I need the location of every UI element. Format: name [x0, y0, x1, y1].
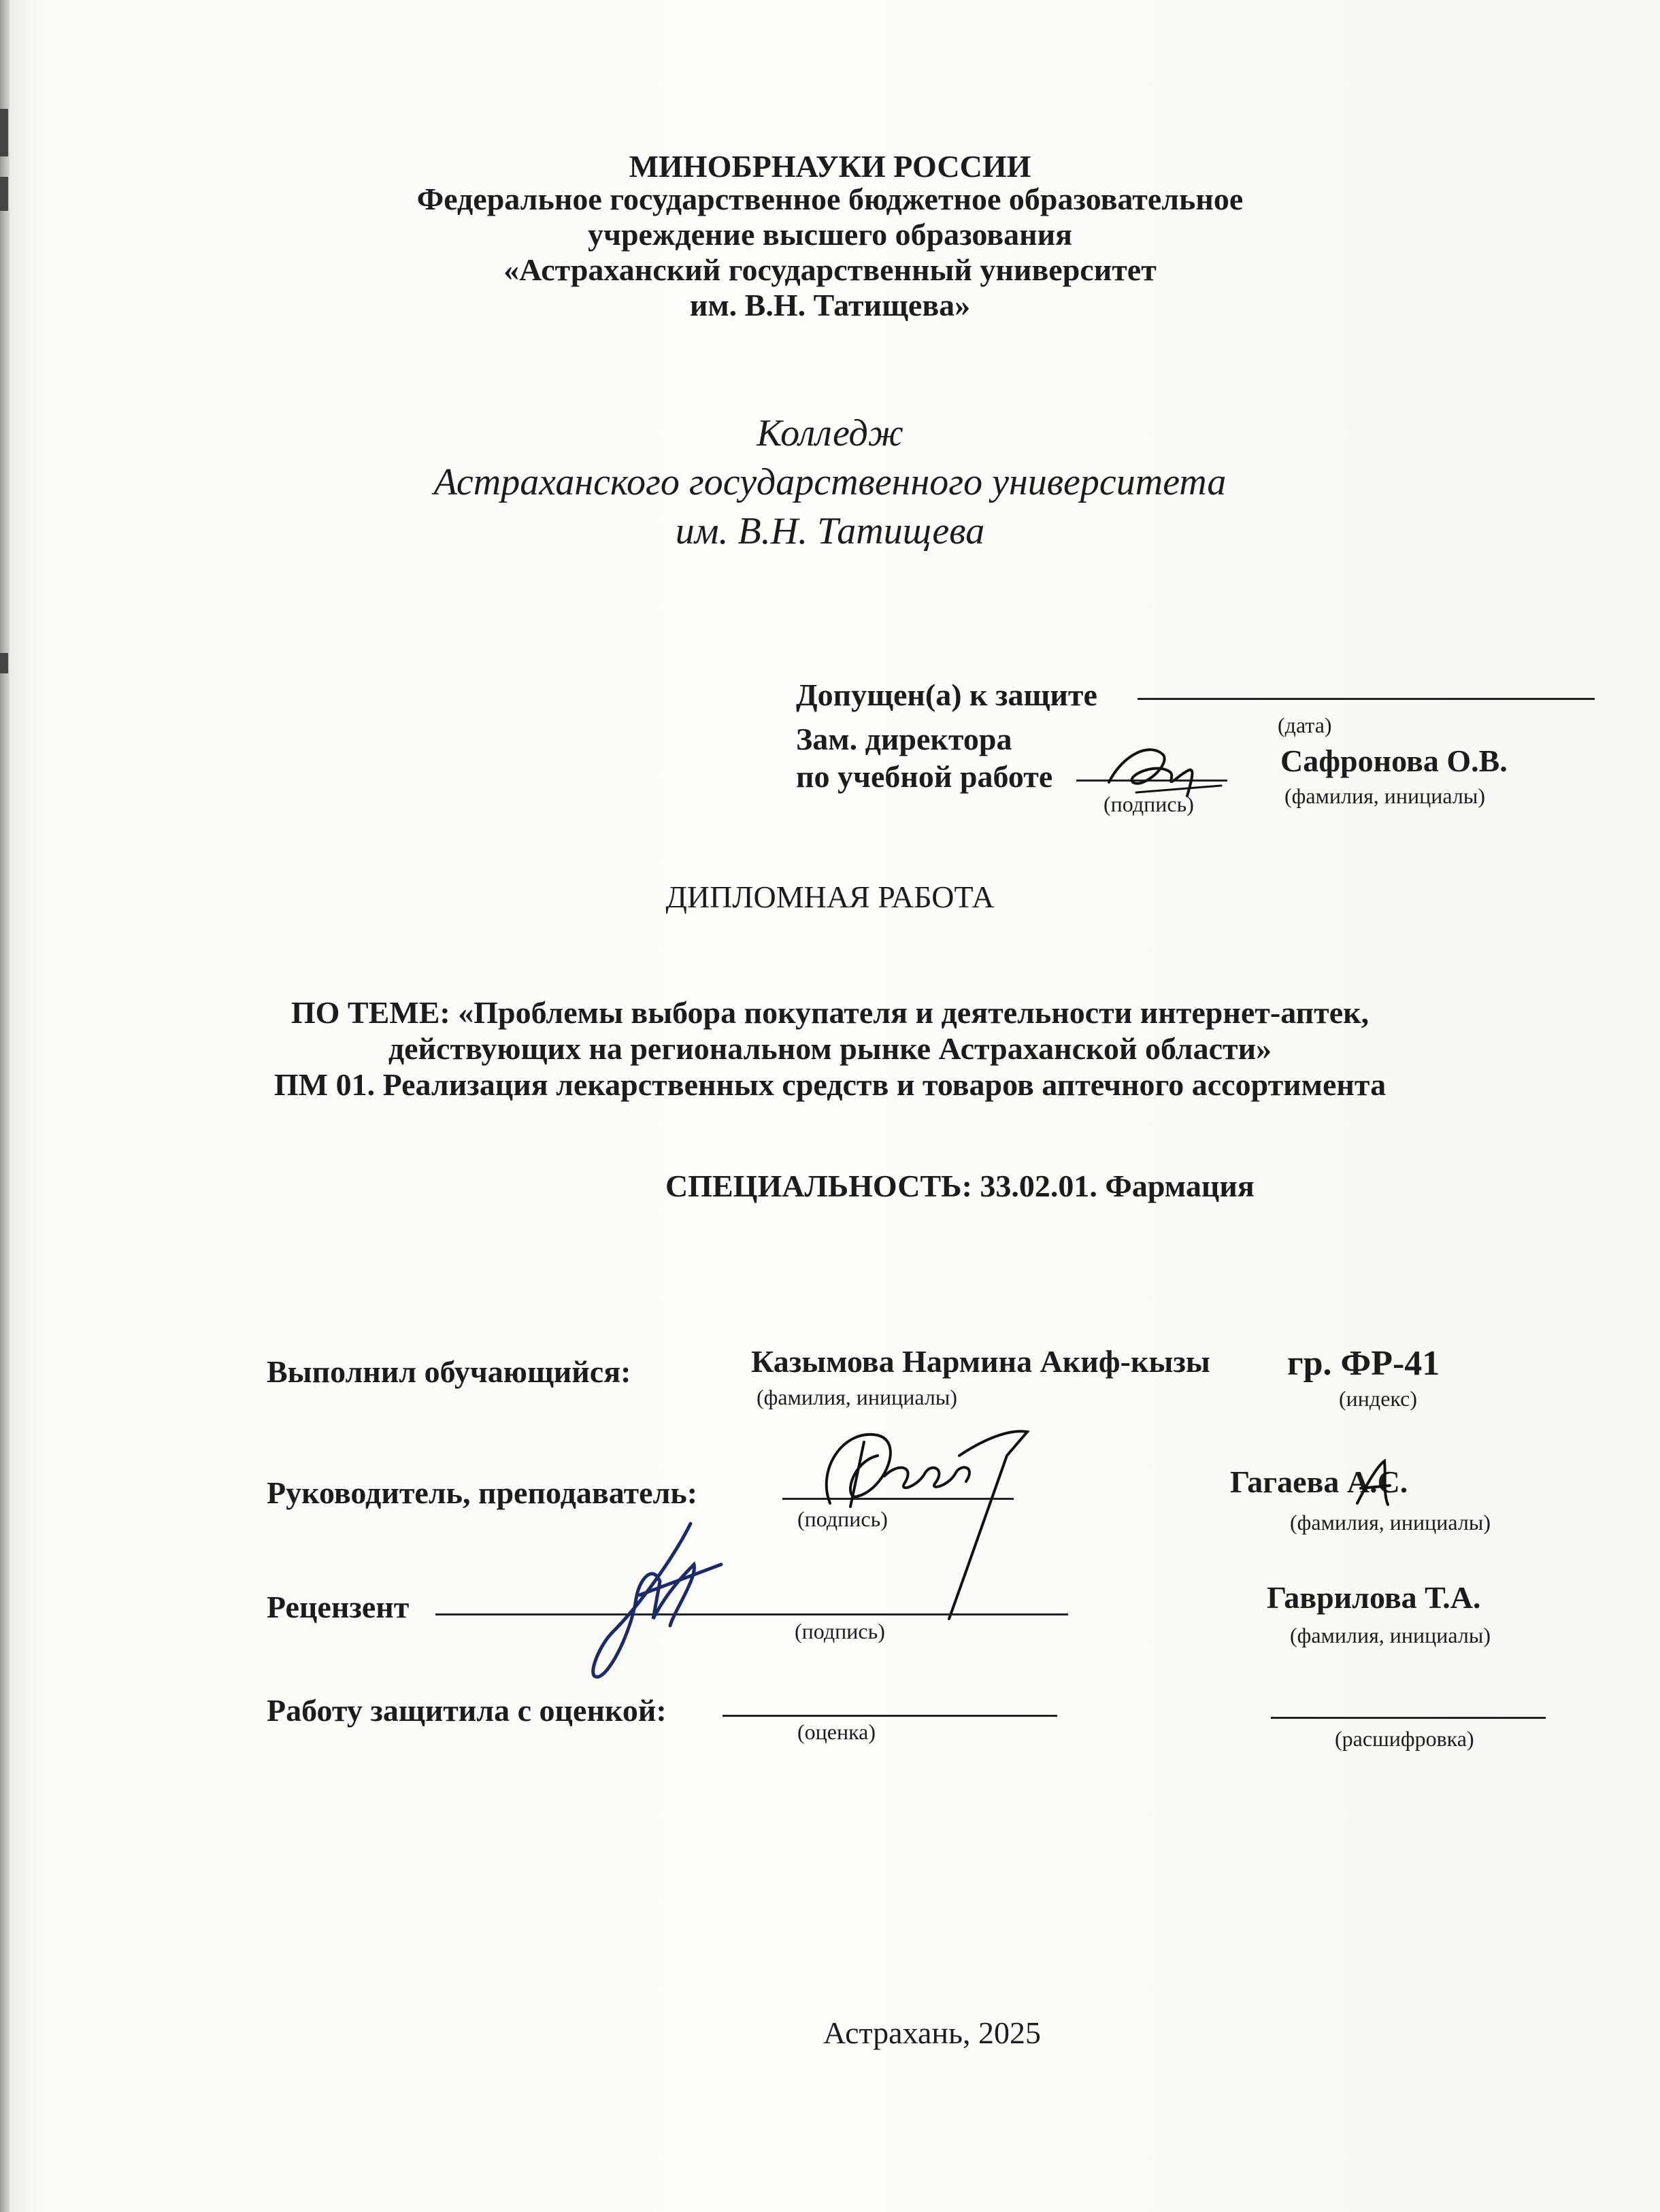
college-line-1: Колледж — [757, 412, 903, 454]
deputy-line-2: по учебной работе — [796, 759, 1053, 794]
work-type: ДИПЛОМНАЯ РАБОТА — [665, 879, 995, 914]
org-line-3: «Астраханский государственный университет — [503, 252, 1157, 287]
reviewer-caption: (фамилия, инициалы) — [1290, 1623, 1491, 1647]
date-caption: (дата) — [1278, 713, 1332, 737]
reviewer-signature-line — [435, 1613, 1068, 1615]
student-group: гр. ФР-41 — [1287, 1344, 1440, 1383]
student-caption: (фамилия, инициалы) — [757, 1385, 958, 1409]
supervisor-label: Руководитель, преподаватель: — [267, 1475, 698, 1510]
supervisor-signature-caption: (подпись) — [797, 1507, 888, 1531]
topic-line-1: ПО ТЕМЕ: «Проблемы выбора покупателя и деятельности интернет-аптек, — [290, 995, 1370, 1030]
decode-caption: (расшифровка) — [1335, 1726, 1474, 1751]
deputy-signature — [1095, 735, 1231, 809]
module-line: ПМ 01. Реализация лекарственных средств и товаров аптечного ассортимента — [273, 1067, 1387, 1102]
student-name: Казымова Нармина Акиф-кызы — [751, 1344, 1210, 1379]
reviewer-signature — [558, 1517, 735, 1687]
college-line-2: Астраханского государственного университета — [433, 461, 1227, 503]
admitted-label: Допущен(а) к защите — [796, 677, 1097, 712]
org-line-2: учреждение высшего образования — [588, 217, 1072, 252]
specialty-line: СПЕЦИАЛЬНОСТЬ: 33.02.01. Фармация — [665, 1169, 1255, 1203]
reviewer-label: Рецензент — [267, 1590, 410, 1624]
supervisor-signature — [803, 1401, 1048, 1626]
topic-line-2: действующих на региональном рынке Астраханской области» — [388, 1031, 1272, 1066]
ministry-title: МИНОБРНАУКИ РОССИИ — [629, 149, 1031, 184]
decode-line — [1271, 1717, 1546, 1719]
city-year: Астрахань, 2025 — [823, 2015, 1041, 2050]
reviewer-signature-caption: (подпись) — [795, 1619, 885, 1643]
reviewer-name: Гаврилова Т.А. — [1267, 1580, 1481, 1615]
supervisor-name: Гагаева А.С. — [1230, 1464, 1408, 1499]
grade-line — [723, 1715, 1057, 1717]
edge-mark — [0, 653, 8, 673]
page-left-edge — [0, 0, 10, 2212]
deputy-name-caption: (фамилия, инициалы) — [1284, 784, 1486, 808]
student-label: Выполнил обучающийся: — [267, 1354, 631, 1389]
grade-label: Работу защитила с оценкой: — [267, 1693, 667, 1728]
group-caption: (индекс) — [1339, 1386, 1417, 1411]
supervisor-caption: (фамилия, инициалы) — [1290, 1510, 1491, 1535]
org-line-4: им. В.Н. Татищева» — [689, 288, 971, 322]
deputy-name: Сафронова О.В. — [1280, 743, 1508, 778]
deputy-line-1: Зам. директора — [796, 722, 1012, 756]
deputy-signature-caption: (подпись) — [1103, 792, 1194, 816]
grade-caption: (оценка) — [797, 1720, 876, 1744]
supervisor-initial-mark — [1350, 1456, 1398, 1510]
date-line — [1138, 698, 1595, 700]
college-line-3: им. В.Н. Татищева — [675, 510, 985, 552]
org-line-1: Федеральное государственное бюджетное образовательное — [416, 182, 1244, 216]
